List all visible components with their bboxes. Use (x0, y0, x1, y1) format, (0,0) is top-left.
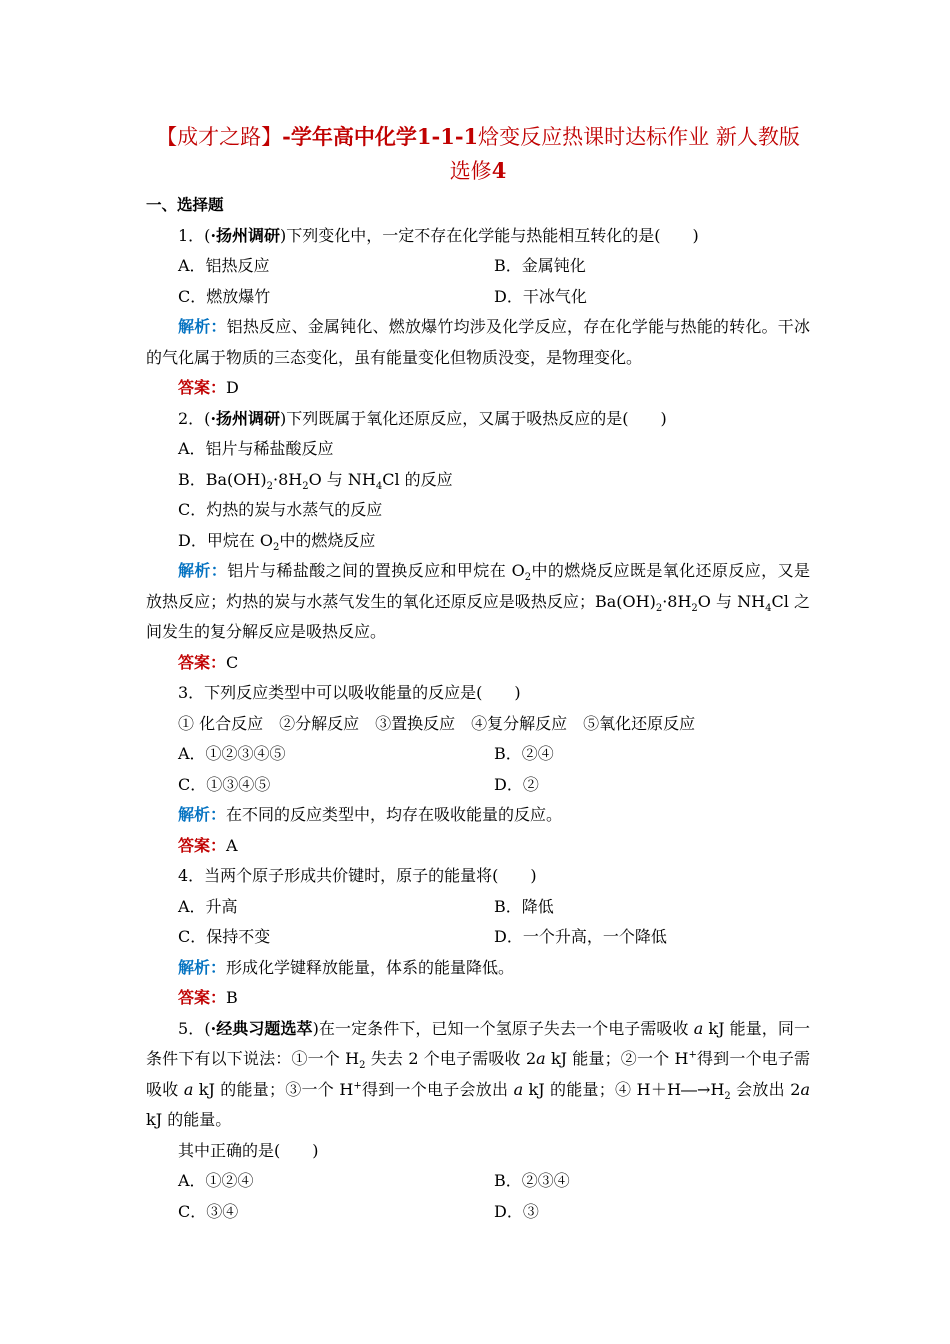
title-bracket: 【成才之路】 (156, 125, 283, 149)
option-a: A．铝热反应 (178, 256, 270, 275)
question-1 (146, 221, 810, 404)
option-b: B．降低 (494, 896, 554, 916)
question-prompt: 其中正确的是( ) (178, 1140, 319, 1160)
answer: 答案：D (178, 378, 239, 397)
option-d: D．甲烷在 $O_2$中的燃烧反应 (178, 530, 376, 553)
option-c: C．保持不变 (178, 927, 271, 946)
title-number: 4 (491, 158, 507, 183)
options-row (146, 739, 810, 770)
options-row (146, 770, 810, 801)
option-a: A．铝片与稀盐酸反应 (178, 439, 334, 458)
option-b: B．②④ (494, 744, 554, 763)
option-c: C．燃放爆竹 (178, 286, 271, 306)
analysis: 解析：形成化学键释放能量，体系的能量降低。 (178, 957, 515, 977)
question-2 (146, 404, 810, 679)
answer: 答案：C (178, 652, 239, 672)
options-row (146, 251, 810, 282)
option-c: C．灼热的炭与水蒸气的反应 (178, 500, 383, 519)
title-prefix: -学年高中化学 (282, 124, 417, 149)
reaction-types: ① 化合反应 ②分解反应 ③置换反应 ④复分解反应 ⑤氧化还原反应 (178, 713, 696, 733)
option-d: D．一个升高，一个降低 (494, 927, 667, 946)
options-row (146, 282, 810, 313)
options-row (146, 922, 810, 953)
analysis: 解析：铝热反应、金属钝化、燃放爆竹均涉及化学反应，存在化学能与热能的转化。干冰的气化属于物质的三态变化，虽有能量变化但物质没变，是物理变化。 (146, 317, 810, 367)
option-b: B．金属钝化 (494, 256, 586, 275)
options-row (146, 892, 810, 923)
question-stem: 4．当两个原子形成共价键时，原子的能量将( ) (178, 866, 537, 885)
question-3 (146, 678, 810, 861)
question-4 (146, 861, 810, 1014)
option-d: D．③ (494, 1201, 539, 1221)
question-stem: 1．(·扬州调研)下列变化中，一定不存在化学能与热能相互转化的是( ) (178, 225, 699, 245)
document-page (146, 120, 810, 1227)
option-c: C．③④ (178, 1201, 239, 1221)
option-c: C．①③④⑤ (178, 774, 271, 794)
options-row (146, 1166, 810, 1197)
title-code: 1-1-1 (416, 124, 479, 149)
page-title (146, 120, 810, 188)
analysis: 解析：铝片与稀盐酸之间的置换反应和甲烷在 $O_2$中的燃烧反应既是氧化还原反应，又是放热反应；灼热的炭与水蒸气发生的氧化还原反应是吸热反应；$Ba(OH)_2\cdot 8H_2O$ 与 $NH_4Cl$ 之间发生的复分解反应是吸热反应。 (146, 561, 810, 641)
option-a: A．升高 (178, 896, 238, 916)
option-b: B．②③④ (494, 1171, 570, 1190)
options-row (146, 1197, 810, 1228)
option-d: D．② (494, 774, 539, 794)
question-stem: 3．下列反应类型中可以吸收能量的反应是( ) (178, 683, 521, 702)
option-d: D．干冰气化 (494, 286, 587, 306)
answer: 答案：A (178, 835, 238, 855)
option-a: A．①②④ (178, 1171, 254, 1190)
answer: 答案：B (178, 988, 238, 1007)
option-a: A．①②③④⑤ (178, 744, 286, 763)
question-5 (146, 1014, 810, 1228)
analysis: 解析：在不同的反应类型中，均存在吸收能量的反应。 (178, 805, 563, 824)
option-b: B．$Ba(OH)_2\cdot 8H_2O$ 与 $NH_4Cl$ 的反应 (178, 469, 453, 492)
title-body: 焓变反应热课时达标作业 新人教版选修 (449, 125, 800, 183)
question-stem: 2．(·扬州调研)下列既属于氧化还原反应，又属于吸热反应的是( ) (178, 408, 667, 428)
question-stem: 5．(·经典习题选萃)在一定条件下，已知一个氢原子失去一个电子需吸收 a kJ 能量，同一条件下有以下说法：①一个 $H_2$ 失去 2 个电子需吸收 2a kJ 能量；②一个 H+得到一个电子需吸收 a kJ 的能量；③一个 H+得到一个电子会放出 a kJ 的能量；④ $H+H―\to H_2$ 会放出 2a kJ 的能量。 (146, 1018, 810, 1129)
section-heading: 一、选择题 (146, 195, 224, 214)
